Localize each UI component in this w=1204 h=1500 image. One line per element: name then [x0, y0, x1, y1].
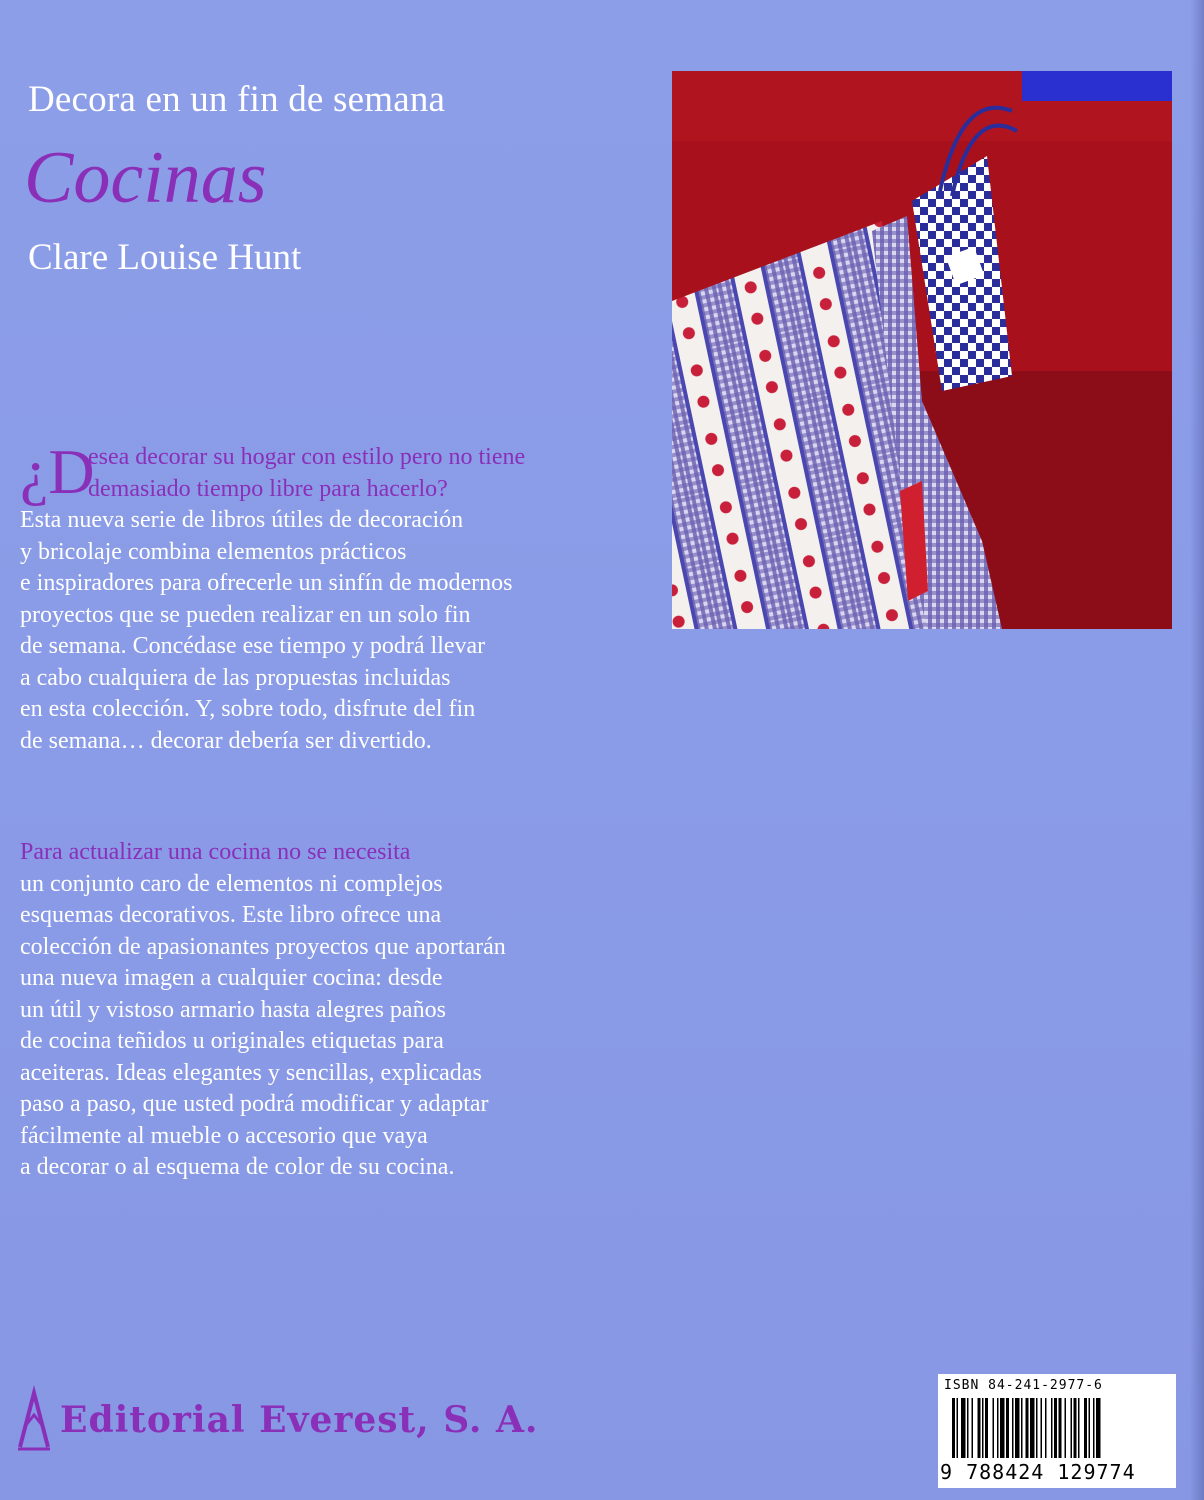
text-line: aceiteras. Ideas elegantes y sencillas, explicadas	[20, 1059, 482, 1086]
text-line: paso a paso, que usted podrá modificar y adaptar	[20, 1091, 489, 1117]
barcode-bar	[1030, 1398, 1035, 1458]
text-line: un útil y vistoso armario hasta alegres paños	[20, 996, 446, 1023]
description-paragraph	[20, 837, 506, 1184]
barcode-bar	[972, 1398, 974, 1458]
barcode-bar	[1015, 1398, 1020, 1458]
barcode-bar	[1026, 1398, 1029, 1458]
barcode-bar	[1059, 1398, 1062, 1458]
text-line: esquemas decorativos. Este libro ofrece una	[20, 902, 442, 928]
barcode-bar	[1000, 1398, 1005, 1458]
isbn-number: ISBN 84-241-2977-6	[944, 1378, 1103, 1393]
text-line: en esta colección. Y, sobre todo, disfrute del fin	[20, 696, 476, 722]
text-line: Esta nueva serie de libros útiles de decoración	[20, 507, 464, 533]
text-line: colección de apasionantes proyectos que aportarán	[20, 933, 506, 960]
cover-photo	[672, 71, 1172, 629]
drop-cap: ¿D	[20, 436, 95, 507]
barcode-bar	[1089, 1398, 1091, 1458]
apron-and-woven-bag-photo	[672, 71, 1172, 629]
barcode-bar	[1078, 1398, 1080, 1458]
text-line: y bricolaje combina elementos prácticos	[20, 538, 407, 565]
author-name: Clare Louise Hunt	[28, 237, 302, 278]
barcode-bar	[1012, 1398, 1014, 1458]
barcode-bar	[957, 1398, 959, 1458]
barcode-bar	[1051, 1398, 1053, 1458]
barcode-bar	[1084, 1398, 1087, 1458]
barcode-bars	[952, 1398, 1168, 1458]
barcode-bar	[1036, 1398, 1038, 1458]
barcode-bar	[1074, 1398, 1077, 1458]
barcode-bar	[1093, 1398, 1095, 1458]
text-line: de cocina teñidos u originales etiquetas para	[20, 1028, 444, 1054]
barcode-bar	[997, 1398, 999, 1458]
publisher-name: Editorial Everest, S. A.	[60, 1399, 539, 1441]
barcode-bar	[1071, 1398, 1073, 1458]
barcode-bar	[952, 1398, 955, 1458]
text-line: un conjunto caro de elementos ni complejos	[20, 870, 443, 897]
text-line: una nueva imagen a cualquier cocina: desde	[20, 965, 443, 991]
barcode-bar	[1021, 1398, 1023, 1458]
barcode-bar	[1096, 1398, 1101, 1458]
ean-number: 9 788424 129774	[940, 1460, 1136, 1484]
barcode-bar	[993, 1398, 995, 1458]
text-line: proyectos que se pueden realizar en un solo fin	[20, 601, 471, 628]
barcode-bar	[967, 1398, 969, 1458]
series-title: Decora en un fin de semana	[28, 79, 446, 120]
book-title: Cocinas	[24, 137, 267, 219]
text-line: de semana. Concédase ese tiempo y podrá llevar	[20, 633, 486, 659]
barcode-bar	[1065, 1398, 1067, 1458]
text-line: de semana… decorar debería ser divertido.	[20, 727, 432, 754]
text-line: a decorar o al esquema de color de su cocina.	[20, 1154, 455, 1180]
barcode-bar	[985, 1398, 988, 1458]
barcode-bar	[1006, 1398, 1009, 1458]
barcode-bar	[982, 1398, 984, 1458]
text-line: a cabo cualquiera de las propuestas incluidas	[20, 664, 451, 691]
publisher-imprint	[16, 1380, 538, 1460]
text-line: demasiado tiempo libre para hacerlo?	[88, 475, 448, 502]
text-line: Para actualizar una cocina no se necesita	[20, 839, 411, 865]
barcode-bar	[961, 1398, 966, 1458]
text-line: e inspiradores para ofrecerle un sinfín de modernos	[20, 570, 513, 596]
isbn-barcode	[938, 1374, 1176, 1488]
text-line: esea decorar su hogar con estilo pero no tiene	[88, 444, 526, 470]
everest-mountain-logo-icon	[16, 1385, 52, 1455]
barcode-bar	[1054, 1398, 1057, 1458]
barcode-bar	[1045, 1398, 1047, 1458]
spine-shadow	[1190, 0, 1204, 1500]
barcode-bar	[1041, 1398, 1043, 1458]
text-line: fácilmente al mueble o accesorio que vaya	[20, 1122, 428, 1149]
intro-paragraph	[20, 436, 526, 757]
barcode-bar	[978, 1398, 981, 1458]
